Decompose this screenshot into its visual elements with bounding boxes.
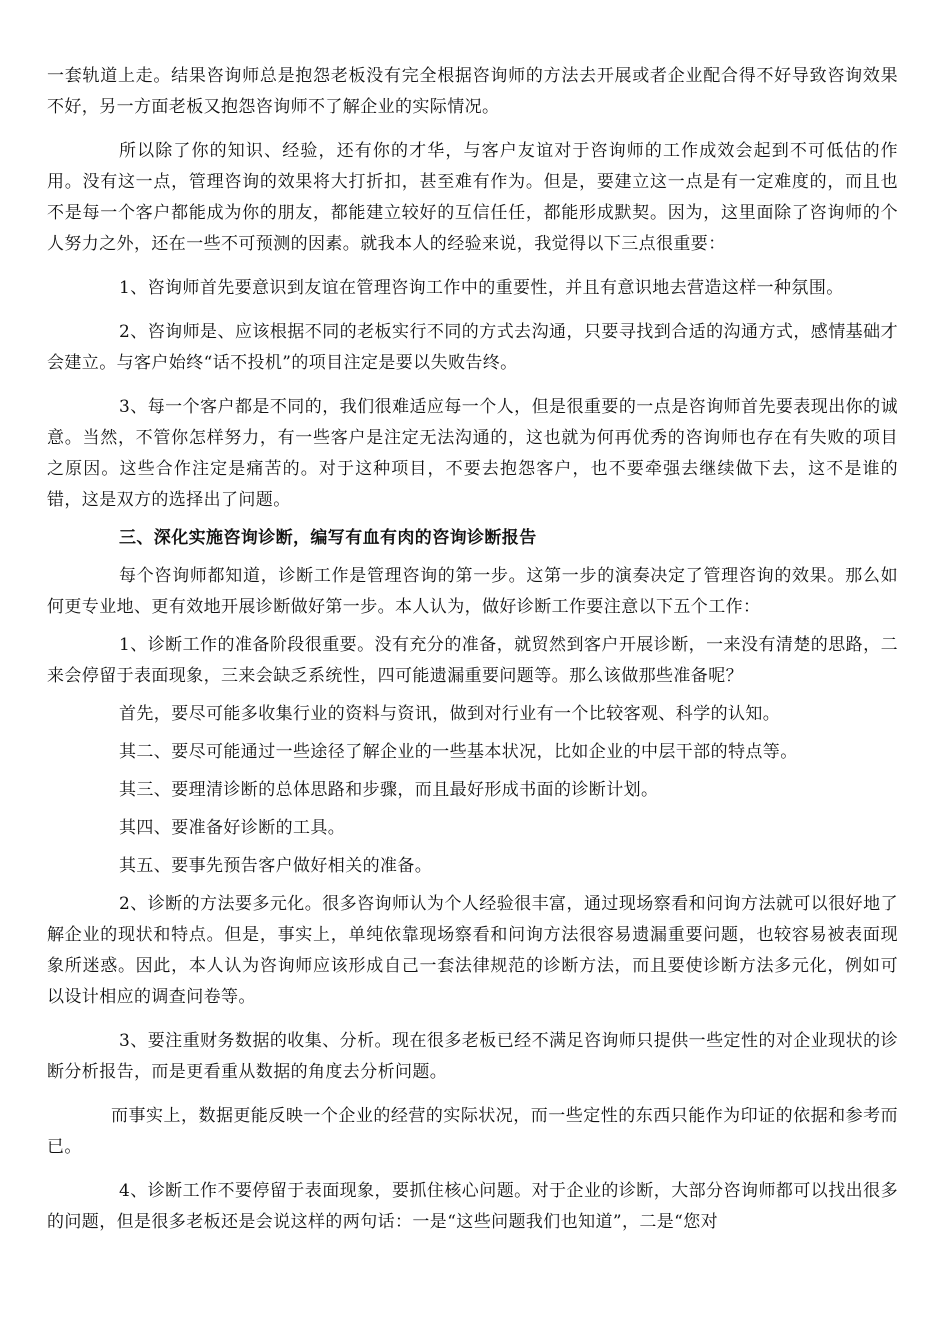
paragraph-friendship-importance: 所以除了你的知识、经验，还有你的才华，与客户友谊对于咨询师的工作成效会起到不可低估的作用。没有这一点，管理咨询的效果将大打折扣，甚至难有作为。但是，要建立这一点是有一定难度的，而且也不是每一个客户都能成为你的朋友，都能建立较好的互信任任，都能形成默契。因为，这里面除了咨询师的个人努力之外，还在一些不可预测的因素。就我本人的经验来说，我觉得以下三点很重要：: [47, 141, 898, 254]
prep-step-fifth: 其五、要事先预告客户做好相关的准备。: [119, 856, 433, 876]
paragraph-data-reflects-reality: 而事实上，数据更能反映一个企业的经营的实际状况，而一些定性的东西只能作为印证的依据和参考而已。: [47, 1106, 898, 1157]
prep-step-second: 其二、要尽可能通过一些途径了解企业的一些基本状况，比如企业的中层干部的特点等。: [119, 742, 798, 762]
list-item-1-preparation: 1、诊断工作的准备阶段很重要。没有充分的准备，就贸然到客户开展诊断，一来没有清楚的思路，二来会停留于表面现象，三来会缺乏系统性，四可能遗漏重要问题等。那么该做那些准备呢？: [47, 635, 898, 686]
list-item-3-financial-data: 3、要注重财务数据的收集、分析。现在很多老板已经不满足咨询师只提供一些定性的对企业现状的诊断分析报告，而是更看重从数据的角度去分析问题。: [47, 1031, 898, 1082]
list-item-2-communication: 2、咨询师是、应该根据不同的老板实行不同的方式去沟通，只要寻找到合适的沟通方式，感情基础才会建立。与客户始终“话不投机”的项目注定是要以失败告终。: [47, 322, 898, 373]
list-item-1-friendship: 1、咨询师首先要意识到友谊在管理咨询工作中的重要性，并且有意识地去营造这样一种氛围。: [119, 278, 844, 298]
paragraph-diagnosis-intro: 每个咨询师都知道，诊断工作是管理咨询的第一步。这第一步的演奏决定了管理咨询的效果。那么如何更专业地、更有效地开展诊断做好第一步。本人认为，做好诊断工作要注意以下五个工作：: [47, 566, 898, 617]
prep-step-third: 其三、要理清诊断的总体思路和步骤，而且最好形成书面的诊断计划。: [119, 780, 659, 800]
list-item-3-sincerity: 3、每一个客户都是不同的，我们很难适应每一个人，但是很重要的一点是咨询师首先要表现出你的诚意。当然，不管你怎样努力，有一些客户是注定无法沟通的，这也就为何再优秀的咨询师也存在有失败的项目之原因。这些合作注定是痛苦的。对于这种项目，不要去抱怨客户，也不要牵强去继续做下去，这不是谁的错，这是双方的选择出了问题。: [47, 397, 898, 510]
list-item-2-methods: 2、诊断的方法要多元化。很多咨询师认为个人经验很丰富，通过现场察看和问询方法就可以很好地了解企业的现状和特点。但是，事实上，单纯依靠现场察看和问询方法很容易遗漏重要问题，也较容易被表面现象所迷惑。因此，本人认为咨询师应该形成自己一套法律规范的诊断方法，而且要使诊断方法多元化，例如可以设计相应的调查问卷等。: [47, 894, 898, 1007]
prep-step-first: 首先，要尽可能多收集行业的资料与资讯，做到对行业有一个比较客观、科学的认知。: [119, 704, 781, 724]
section-heading-3: 三、深化实施咨询诊断，编写有血有肉的咨询诊断报告: [119, 528, 537, 548]
prep-step-fourth: 其四、要准备好诊断的工具。: [119, 818, 346, 838]
paragraph-continuation: 一套轨道上走。结果咨询师总是抱怨老板没有完全根据咨询师的方法去开展或者企业配合得不好导致咨询效果不好，另一方面老板又抱怨咨询师不了解企业的实际情况。: [47, 66, 898, 117]
list-item-4-core-issues: 4、诊断工作不要停留于表面现象，要抓住核心问题。对于企业的诊断，大部分咨询师都可以找出很多的问题，但是很多老板还是会说这样的两句话：一是“这些问题我们也知道”，二是“您对: [47, 1181, 898, 1232]
